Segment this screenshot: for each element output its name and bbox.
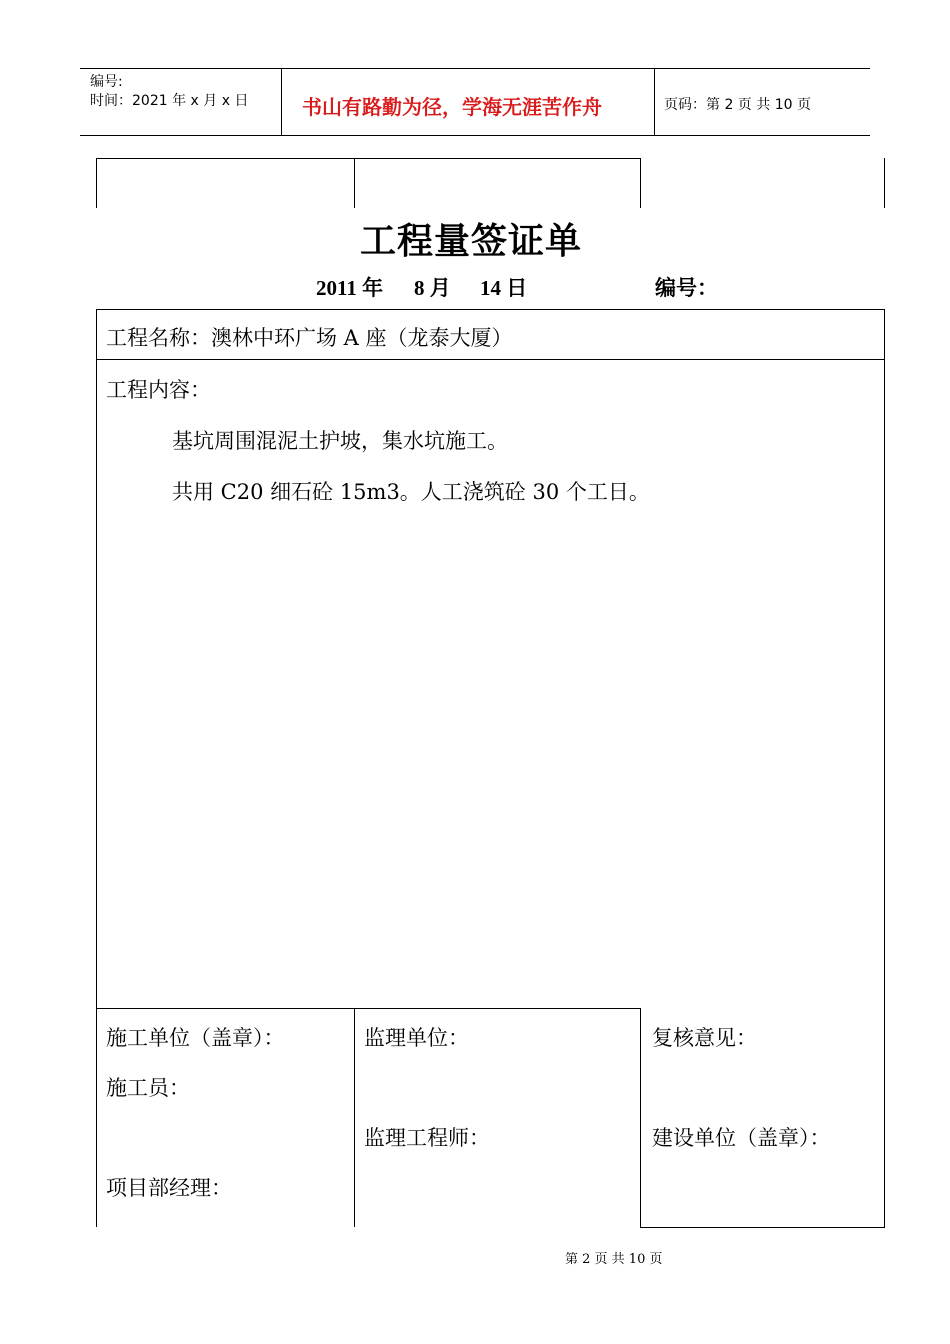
- supervision-engineer-label: 监理工程师：: [364, 1126, 490, 1150]
- content-line-1: 基坑周围混泥土护坡，集水坑施工。: [172, 429, 508, 453]
- review-opinion-label: 复核意见：: [652, 1026, 757, 1050]
- fragment-vline-4: [884, 158, 885, 208]
- header-bottom-rule: [80, 135, 870, 136]
- signature-row-rule: [96, 1008, 641, 1009]
- project-row-rule: [96, 359, 885, 360]
- project-manager-label: 项目部经理：: [106, 1176, 232, 1200]
- supervision-unit-label: 监理单位：: [364, 1026, 469, 1050]
- date-month: 8 月: [414, 276, 451, 300]
- constructor-label: 施工员：: [106, 1076, 190, 1100]
- header-top-rule: [80, 68, 870, 69]
- header-divider-right: [654, 68, 655, 136]
- document-title: 工程量签证单: [360, 221, 583, 262]
- table-left-rule: [96, 309, 97, 1227]
- fragment-top-rule: [96, 158, 641, 159]
- date-day: 14 日: [480, 276, 528, 300]
- review-box-bottom-rule: [640, 1227, 885, 1228]
- table-right-rule: [884, 309, 885, 1228]
- table-top-rule: [96, 309, 885, 310]
- signature-divider-2: [640, 1008, 641, 1228]
- header-motto: 书山有路勤为径，学海无涯苦作舟: [302, 95, 602, 119]
- date-year: 2011 年: [316, 276, 384, 300]
- footer-page-number: 第 2 页 共 10 页: [565, 1252, 663, 1267]
- content-line-2: 共用 C20 细石砼 15m3。人工浇筑砼 30 个工日。: [172, 480, 650, 504]
- owner-unit-label: 建设单位（盖章）：: [652, 1126, 831, 1150]
- fragment-vline-2: [354, 158, 355, 208]
- fragment-vline-1: [96, 158, 97, 208]
- contractor-unit-label: 施工单位（盖章）：: [106, 1026, 285, 1050]
- header-time-label: 时间：2021 年 x 月 x 日: [90, 93, 249, 109]
- content-label: 工程内容：: [106, 378, 211, 402]
- header-page-label: 页码：第 2 页 共 10 页: [664, 97, 811, 113]
- fragment-vline-3: [640, 158, 641, 208]
- document-number-label: 编号：: [655, 276, 718, 300]
- signature-divider-1: [354, 1008, 355, 1227]
- project-name: 工程名称：澳林中环广场 A 座（龙泰大厦）: [106, 326, 513, 350]
- header-divider-left: [281, 68, 282, 136]
- header-number-label: 编号:: [90, 74, 123, 90]
